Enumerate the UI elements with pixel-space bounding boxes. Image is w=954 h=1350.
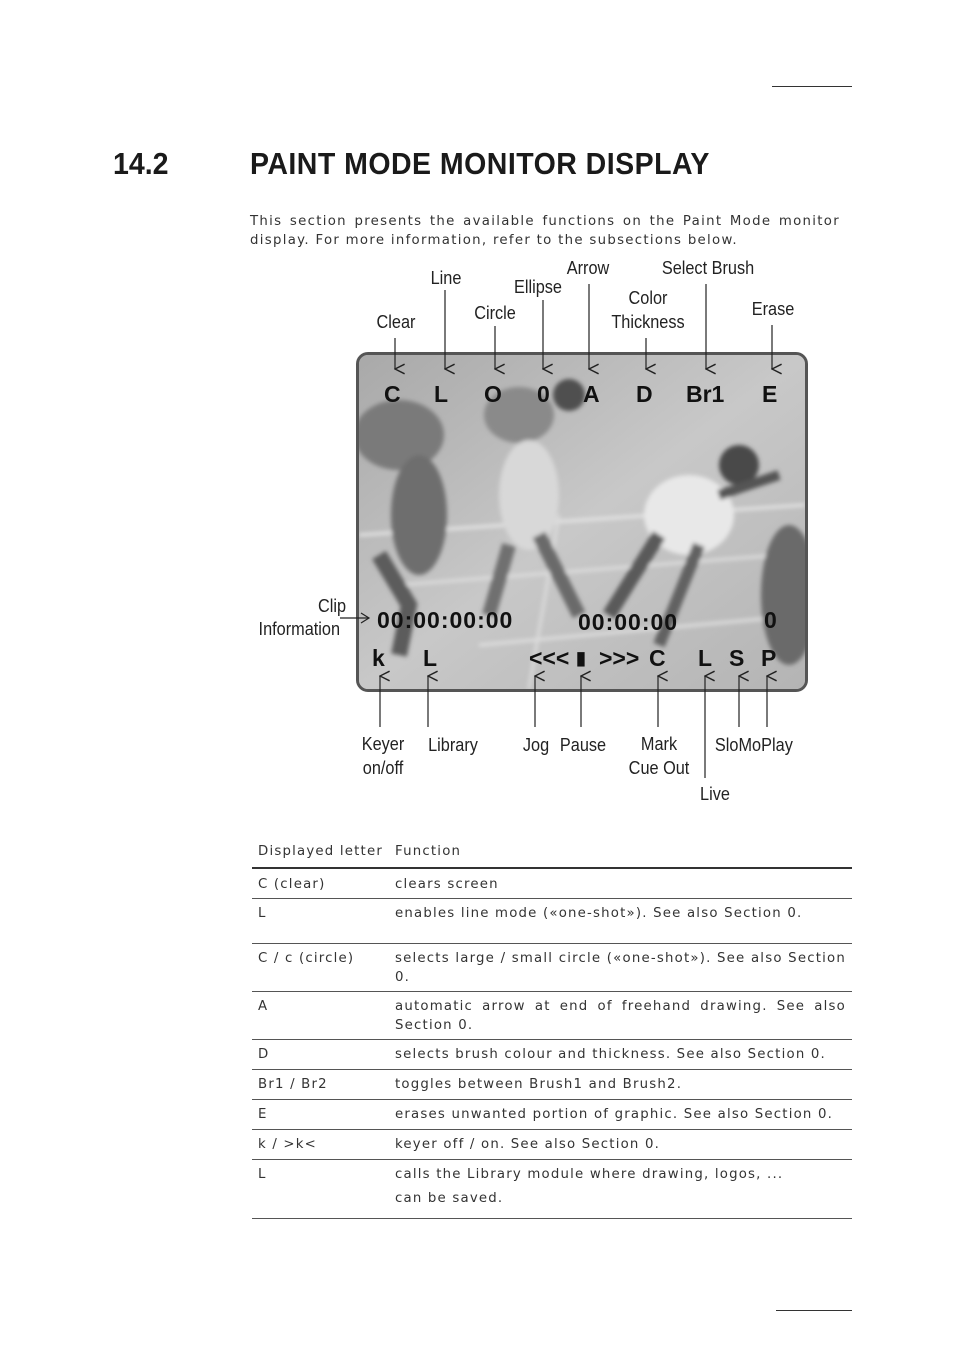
monitor-screen xyxy=(356,352,808,692)
callout-circle: Circle xyxy=(474,302,516,323)
cell-function-line2: can be saved. xyxy=(395,1191,504,1206)
cell-function: keyer off / on. See also Section 0. xyxy=(389,1130,852,1160)
cell-function xyxy=(389,1160,852,1219)
section-number: 14.2 xyxy=(113,146,169,181)
callout-mark: Mark xyxy=(640,733,678,754)
table-row xyxy=(252,1070,852,1100)
cell-letter: L xyxy=(252,1160,389,1219)
cell-function: selects brush colour and thickness. See also Section 0. xyxy=(389,1040,852,1070)
cell-letter: C (clear) xyxy=(252,868,389,899)
intro-paragraph: This section presents the available functions on the Paint Mode monitor display. For more information, refer to the subsections below. xyxy=(250,214,840,248)
osd-color-thickness: D xyxy=(636,381,653,407)
cell-function: erases unwanted portion of graphic. See also Section 0. xyxy=(389,1100,852,1130)
osd-jog: <<< xyxy=(529,645,570,671)
osd-timecode-right: 00:00:00 xyxy=(578,609,679,635)
table-row xyxy=(252,899,852,944)
osd-erase: E xyxy=(762,381,778,407)
callout-color: Color xyxy=(628,287,668,308)
section-title: PAINT MODE MONITOR DISPLAY xyxy=(250,146,710,181)
osd-library: L xyxy=(423,645,438,671)
cell-function: selects large / small circle («one-shot»). See also Section 0. xyxy=(389,944,852,992)
callout-line: Line xyxy=(430,267,462,288)
osd-keyer: k xyxy=(372,645,385,671)
table-row xyxy=(252,1130,852,1160)
callout-clear: Clear xyxy=(376,311,416,332)
callout-live: Live xyxy=(700,783,730,804)
cell-letter: k / >k< xyxy=(252,1130,389,1160)
osd-pause: ▮ xyxy=(576,648,586,668)
osd-line: L xyxy=(434,381,449,407)
osd-fwd: >>> xyxy=(599,645,640,671)
callout-play: Play xyxy=(761,734,793,755)
osd-arrow: A xyxy=(583,381,600,407)
cell-letter: D xyxy=(252,1040,389,1070)
callout-ellipse: Ellipse xyxy=(514,276,562,297)
osd-counter: 0 xyxy=(764,607,777,633)
table-row xyxy=(252,944,852,992)
header-displayed-letter: Displayed letter xyxy=(252,842,389,868)
cell-function: toggles between Brush1 and Brush2. xyxy=(389,1070,852,1100)
callout-arrow: Arrow xyxy=(566,257,610,278)
osd-timecode-left: 00:00:00:00 xyxy=(377,607,514,633)
table-row xyxy=(252,1160,852,1219)
cell-letter: L xyxy=(252,899,389,944)
cell-letter: Br1 / Br2 xyxy=(252,1070,389,1100)
callout-keyer: Keyer xyxy=(361,733,405,754)
cell-function: clears screen xyxy=(389,868,852,899)
callout-information: Information xyxy=(258,618,340,639)
osd-slomo: S xyxy=(729,645,745,671)
callout-cue-out: Cue Out xyxy=(628,757,690,778)
table-header-row xyxy=(252,842,852,868)
osd-live: L xyxy=(698,645,713,671)
table-row xyxy=(252,868,852,899)
callout-slomo: SloMo xyxy=(714,734,762,755)
callout-clip: Clip xyxy=(317,595,346,616)
cell-function: enables line mode («one-shot»). See also Section 0. xyxy=(389,899,852,944)
table-row xyxy=(252,1040,852,1070)
cell-function-line1: calls the Library module where drawing, logos, ... xyxy=(395,1167,784,1182)
callout-jog: Jog xyxy=(522,734,550,755)
osd-mark: C xyxy=(649,645,666,671)
cell-letter: E xyxy=(252,1100,389,1130)
callout-pause: Pause xyxy=(559,734,607,755)
osd-clear: C xyxy=(384,381,401,407)
osd-ellipse: 0 xyxy=(537,381,550,407)
table-row xyxy=(252,992,852,1040)
cell-function: automatic arrow at end of freehand drawing. See also Section 0. xyxy=(389,992,852,1040)
table-row xyxy=(252,1100,852,1130)
footer-rule xyxy=(776,1310,852,1311)
osd-play: P xyxy=(761,645,777,671)
race-photo xyxy=(359,355,805,689)
callout-select-brush: Select Brush xyxy=(661,257,755,278)
cell-letter: A xyxy=(252,992,389,1040)
function-table xyxy=(252,842,852,1219)
callout-erase: Erase xyxy=(751,298,795,319)
osd-circle: O xyxy=(484,381,502,407)
callout-keyer-onoff: on/off xyxy=(362,757,404,778)
callout-thickness: Thickness xyxy=(611,311,685,332)
osd-select-brush: Br1 xyxy=(686,381,725,407)
cell-letter: C / c (circle) xyxy=(252,944,389,992)
header-function: Function xyxy=(389,842,852,868)
callout-library: Library xyxy=(428,734,478,755)
